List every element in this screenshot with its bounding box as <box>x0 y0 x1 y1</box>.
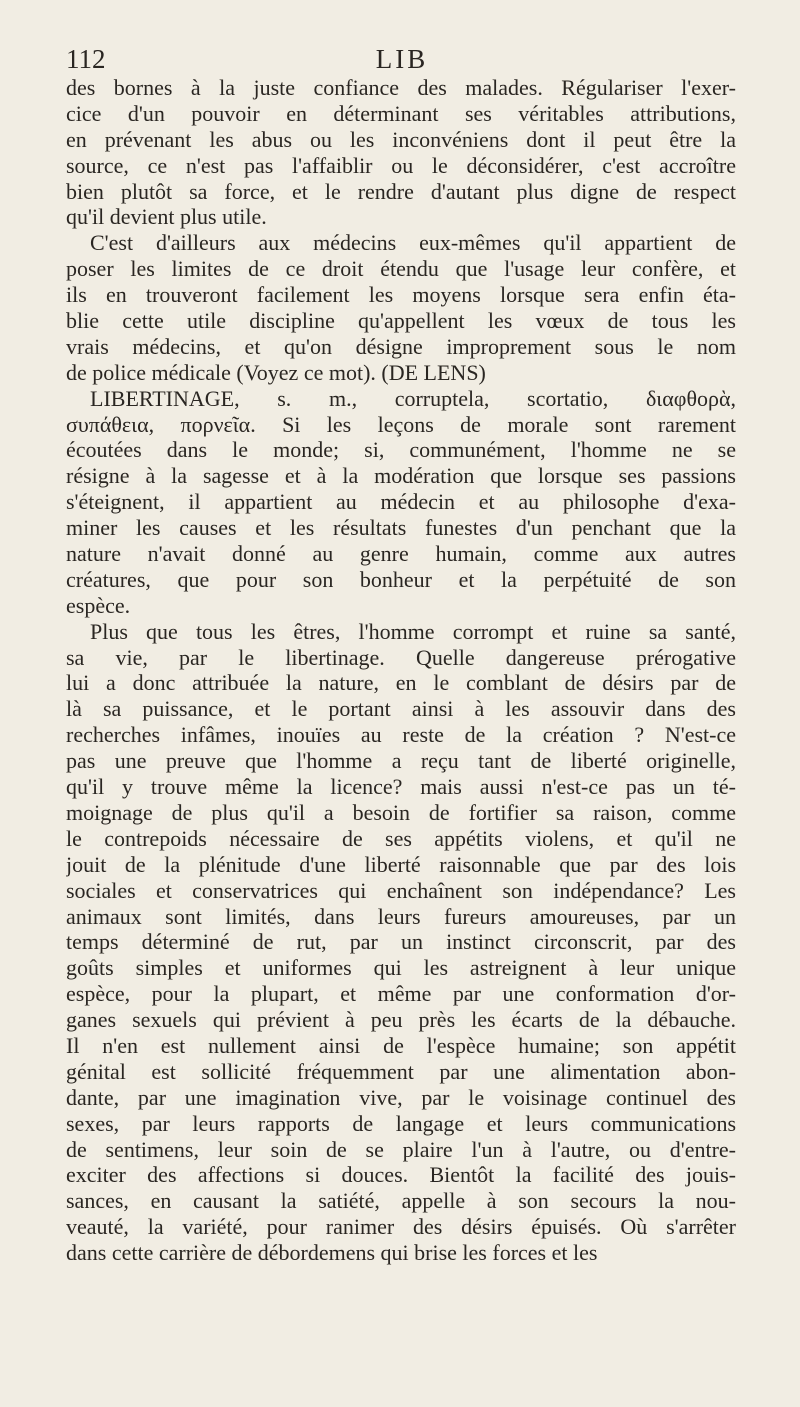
text-line: sances, en causant la satiété, appelle à son secours la nou- <box>66 1188 736 1214</box>
text-line: vrais médecins, et qu'on désigne improprement sous le nom <box>66 333 736 359</box>
paragraph <box>66 386 736 619</box>
text-line: lui a donc attribuée la nature, en le comblant de désirs par de <box>66 670 736 696</box>
text-line: moignage de plus qu'il a besoin de fortifier sa raison, comme <box>66 799 736 825</box>
text-line: de sentimens, leur soin de se plaire l'un à l'autre, ou d'entre- <box>66 1136 736 1162</box>
text-line: génital est sollicité fréquemment par une alimentation abon- <box>66 1058 736 1084</box>
paragraph <box>66 75 736 230</box>
text-line: Plus que tous les êtres, l'homme corrompt et ruine sa santé, <box>90 618 736 644</box>
body-text <box>66 75 736 1266</box>
text-line: animaux sont limités, dans leurs fureurs amoureuses, par un <box>66 903 736 929</box>
text-line: LIBERTINAGE, s. m., corruptela, scortatio, διαφθορὰ, <box>90 385 736 411</box>
text-line: sa vie, par le libertinage. Quelle dangereuse prérogative <box>66 644 736 670</box>
paragraph <box>66 619 736 1266</box>
text-line: là sa puissance, et le portant ainsi à les assouvir dans des <box>66 696 736 722</box>
page-number: 112 <box>66 44 106 74</box>
text-line: espèce. <box>66 592 131 618</box>
text-line: ganes sexuels qui prévient à peu près les écarts de la débauche. <box>66 1007 736 1033</box>
text-line: C'est d'ailleurs aux médecins eux-mêmes qu'il appartient de <box>90 230 736 256</box>
text-line: poser les limites de ce droit étendu que l'usage leur confère, et <box>66 256 736 282</box>
text-line: blie cette utile discipline qu'appellent les vœux de tous les <box>66 308 736 334</box>
text-line: temps déterminé de rut, par un instinct circonscrit, par des <box>66 929 736 955</box>
text-line: συπάθεια, πορνεῖα. Si les leçons de morale sont rarement <box>66 411 736 437</box>
text-line: miner les causes et les résultats funestes d'un penchant que la <box>66 515 736 541</box>
text-line: recherches infâmes, inouïes au reste de la création ? N'est-ce <box>66 722 736 748</box>
text-line: veauté, la variété, pour ranimer des désirs épuisés. Où s'arrêter <box>66 1214 736 1240</box>
text-line: qu'il y trouve même la licence? mais aussi n'est-ce pas un té- <box>66 774 736 800</box>
text-line: des bornes à la juste confiance des malades. Régulariser l'exer- <box>66 75 736 100</box>
text-line: dans cette carrière de débordemens qui brise les forces et les <box>66 1240 598 1266</box>
text-line: écoutées dans le monde; si, communément, l'homme ne se <box>66 437 736 463</box>
text-line: Il n'en est nullement ainsi de l'espèce humaine; son appétit <box>66 1032 736 1058</box>
text-line: de police médicale (Voyez ce mot). (DE LENS) <box>66 359 486 385</box>
text-line: s'éteignent, il appartient au médecin et au philosophe d'exa- <box>66 489 736 515</box>
text-line: résigne à la sagesse et à la modération que lorsque ses passions <box>66 463 736 489</box>
text-line: goûts simples et uniformes qui les astreignent à leur unique <box>66 955 736 981</box>
paragraph <box>66 230 736 385</box>
text-line: source, ce n'est pas l'affaiblir ou le déconsidérer, c'est accroître <box>66 152 736 178</box>
text-line: espèce, pour la plupart, et même par une conformation d'or- <box>66 981 736 1007</box>
text-line: jouit de la plénitude d'une liberté raisonnable que par des lois <box>66 851 736 877</box>
text-line: cice d'un pouvoir en déterminant ses véritables attributions, <box>66 100 736 126</box>
text-line: pas une preuve que l'homme a reçu tant de liberté originelle, <box>66 748 736 774</box>
text-line: sociales et conservatrices qui enchaînent son indépendance? Les <box>66 877 736 903</box>
text-line: exciter des affections si douces. Bientôt la facilité des jouis- <box>66 1162 736 1188</box>
text-line: qu'il devient plus utile. <box>66 204 267 230</box>
text-line: le contrepoids nécessaire de ses appétits violens, et qu'il ne <box>66 825 736 851</box>
running-head: LIB <box>375 44 429 74</box>
text-line: dante, par une imagination vive, par le voisinage continuel des <box>66 1084 736 1110</box>
text-line: en prévenant les abus ou les inconvéniens dont il peut être la <box>66 126 736 152</box>
text-line: nature n'avait donné au genre humain, comme aux autres <box>66 541 736 567</box>
text-line: bien plutôt sa force, et le rendre d'autant plus digne de respect <box>66 178 736 204</box>
text-line: ils en trouveront facilement les moyens lorsque sera enfin éta- <box>66 282 736 308</box>
text-line: créatures, que pour son bonheur et la perpétuité de son <box>66 566 736 592</box>
text-line: sexes, par leurs rapports de langage et leurs communications <box>66 1110 736 1136</box>
